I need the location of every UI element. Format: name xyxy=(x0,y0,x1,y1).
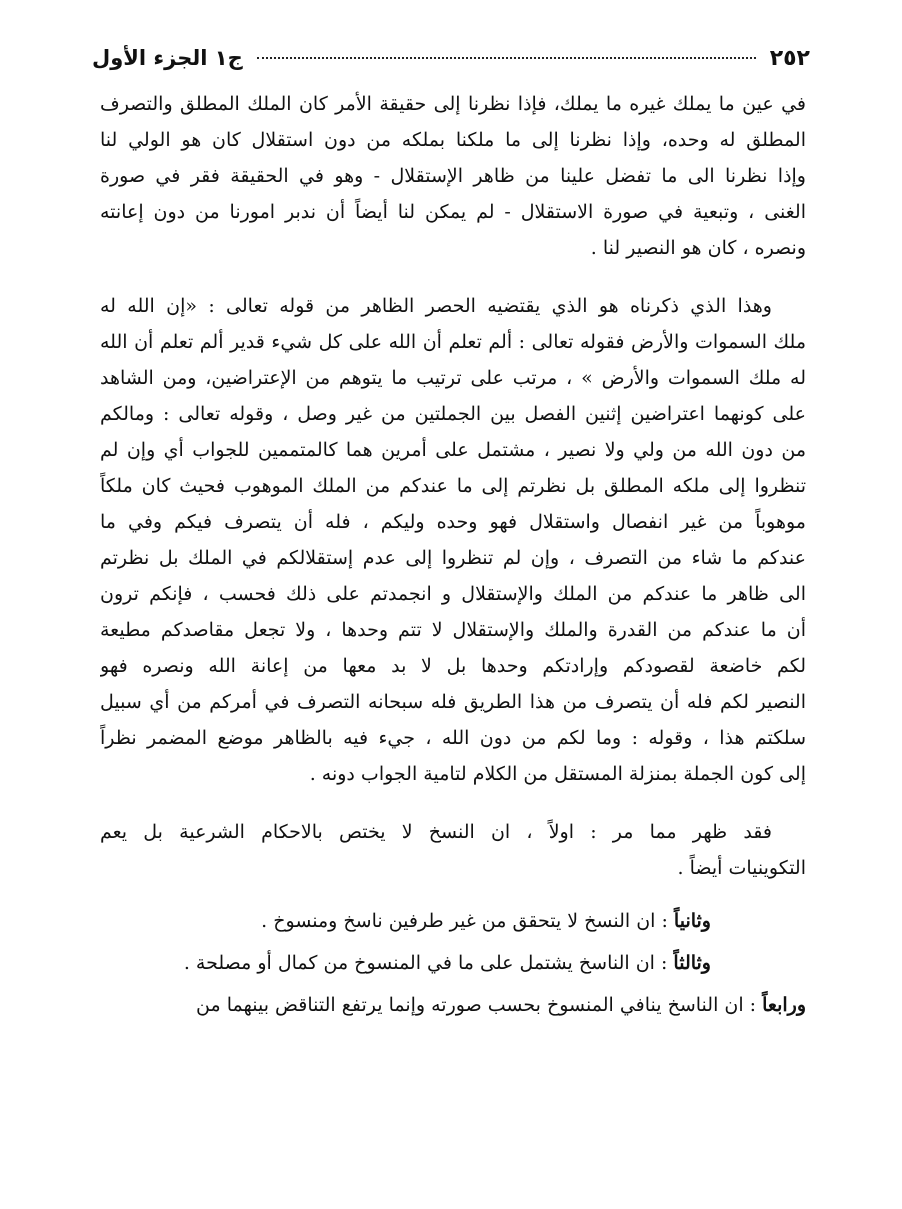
paragraph-spacer xyxy=(100,886,806,900)
text-line: تنظروا إلى ملكه المطلق بل نظرتم إلى ما عندكم من الملك الموهوب فحيث كان ملكاً xyxy=(100,475,806,497)
paragraph-spacer xyxy=(100,792,806,814)
text-line: الى ظاهر ما عندكم من الملك والإستقلال و انجمدتم على ذلك فحسب ، فإنكم ترون xyxy=(100,583,806,605)
list-item xyxy=(100,984,806,1026)
text-line: إلى كون الجملة بمنزلة المستقل من الكلام لتامية الجواب دونه . xyxy=(309,763,806,785)
header-dotted-rule xyxy=(257,57,756,59)
text-line: من دون الله من ولي ولا نصير ، مشتمل على أمرين هما كالمتممين للجواب أي وإن لم xyxy=(100,439,806,461)
list-item-label: وثالثاً xyxy=(673,952,711,974)
paragraph-2 xyxy=(100,288,806,792)
text-line: له ملك السموات والأرض » ، مرتب على ترتيب ما يتوهم من الإعتراضين، ومن الشاهد xyxy=(100,367,806,389)
text-line: وهذا الذي ذكرناه هو الذي يقتضيه الحصر الظاهر من قوله تعالى : «إن الله له xyxy=(100,295,772,317)
paragraph-3 xyxy=(100,814,806,886)
running-head: ج١ الجزء الأول xyxy=(92,46,243,70)
list-item-text: : ان النسخ لا يتحقق من غير طرفين ناسخ ومنسوخ . xyxy=(261,910,668,932)
points-list xyxy=(100,900,806,1026)
page-number: ٢٥٢ xyxy=(769,45,810,71)
list-item-text: : ان الناسخ يشتمل على ما في المنسوخ من كمال أو مصلحة . xyxy=(183,952,668,974)
text-line: في عين ما يملك غيره ما يملك، فإذا نظرنا إلى حقيقة الأمر كان الملك المطلق والتصرف xyxy=(100,93,806,115)
text-line: فقد ظهر مما مر : اولاً ، ان النسخ لا يختص بالاحكام الشرعية بل يعم xyxy=(100,821,772,843)
list-item xyxy=(100,900,806,942)
list-item-label: ورابعاً xyxy=(762,994,806,1016)
text-line: ونصره ، كان هو النصير لنا . xyxy=(590,237,806,259)
list-item xyxy=(100,942,806,984)
text-line: المطلق له وحده، وإذا نظرنا إلى ما ملكنا بملكه من دون استقلال كان هو الولي لنا xyxy=(100,129,806,151)
list-item-text: : ان الناسخ ينافي المنسوخ بحسب صورته وإنما يرتفع التناقض بينهما من xyxy=(196,994,757,1016)
paragraph-1 xyxy=(100,86,806,266)
text-line: موهوباً من غير انفصال واستقلال فهو وحده وليكم ، فله أن يتصرف فيكم وفي ما xyxy=(100,511,806,533)
paragraph-spacer xyxy=(100,266,806,288)
text-line: لكم خاضعة لقصودكم وإرادتكم وحدها بل لا بد معها من إعانة الله ونصره فهو xyxy=(100,655,806,677)
text-line: ملك السموات والأرض فقوله تعالى : ألم تعلم أن الله على كل شيء قدير ألم تعلم أن الله xyxy=(100,331,806,353)
list-item-label: وثانياً xyxy=(673,910,711,932)
text-line: أن ما عندكم من القدرة والملك والإستقلال لا تتم وحدها ، ولا تجعل مقاصدكم مطيعة xyxy=(100,619,806,641)
text-line: النصير لكم فله أن يتصرف من هذا الطريق فله سبحانه التصرف في أمركم من أي سبيل xyxy=(100,691,806,713)
text-line: على كونهما اعتراضين إثنين الفصل بين الجملتين من غير وصل ، وقوله تعالى : ومالكم xyxy=(100,403,806,425)
text-line: عندكم ما شاء من التصرف ، وإن لم تنظروا إلى عدم إستقلالكم في الملك بل نظرتم xyxy=(100,547,806,569)
text-line: سلكتم هذا ، وقوله : وما لكم من دون الله ، جيء فيه بالظاهر موضع المضمر نظراً xyxy=(100,727,806,749)
text-line: وإذا نظرنا الى ما تفضل علينا من ظاهر الإستقلال - وهو في الحقيقة فقر في صورة xyxy=(100,165,806,187)
body-text xyxy=(100,86,806,1026)
text-line: التكوينيات أيضاً . xyxy=(677,857,806,879)
text-line: الغنى ، وتبعية في صورة الاستقلال - لم يمكن لنا أيضاً أن ندبر امورنا من دون إعانته xyxy=(100,201,806,223)
page-header xyxy=(92,38,810,78)
